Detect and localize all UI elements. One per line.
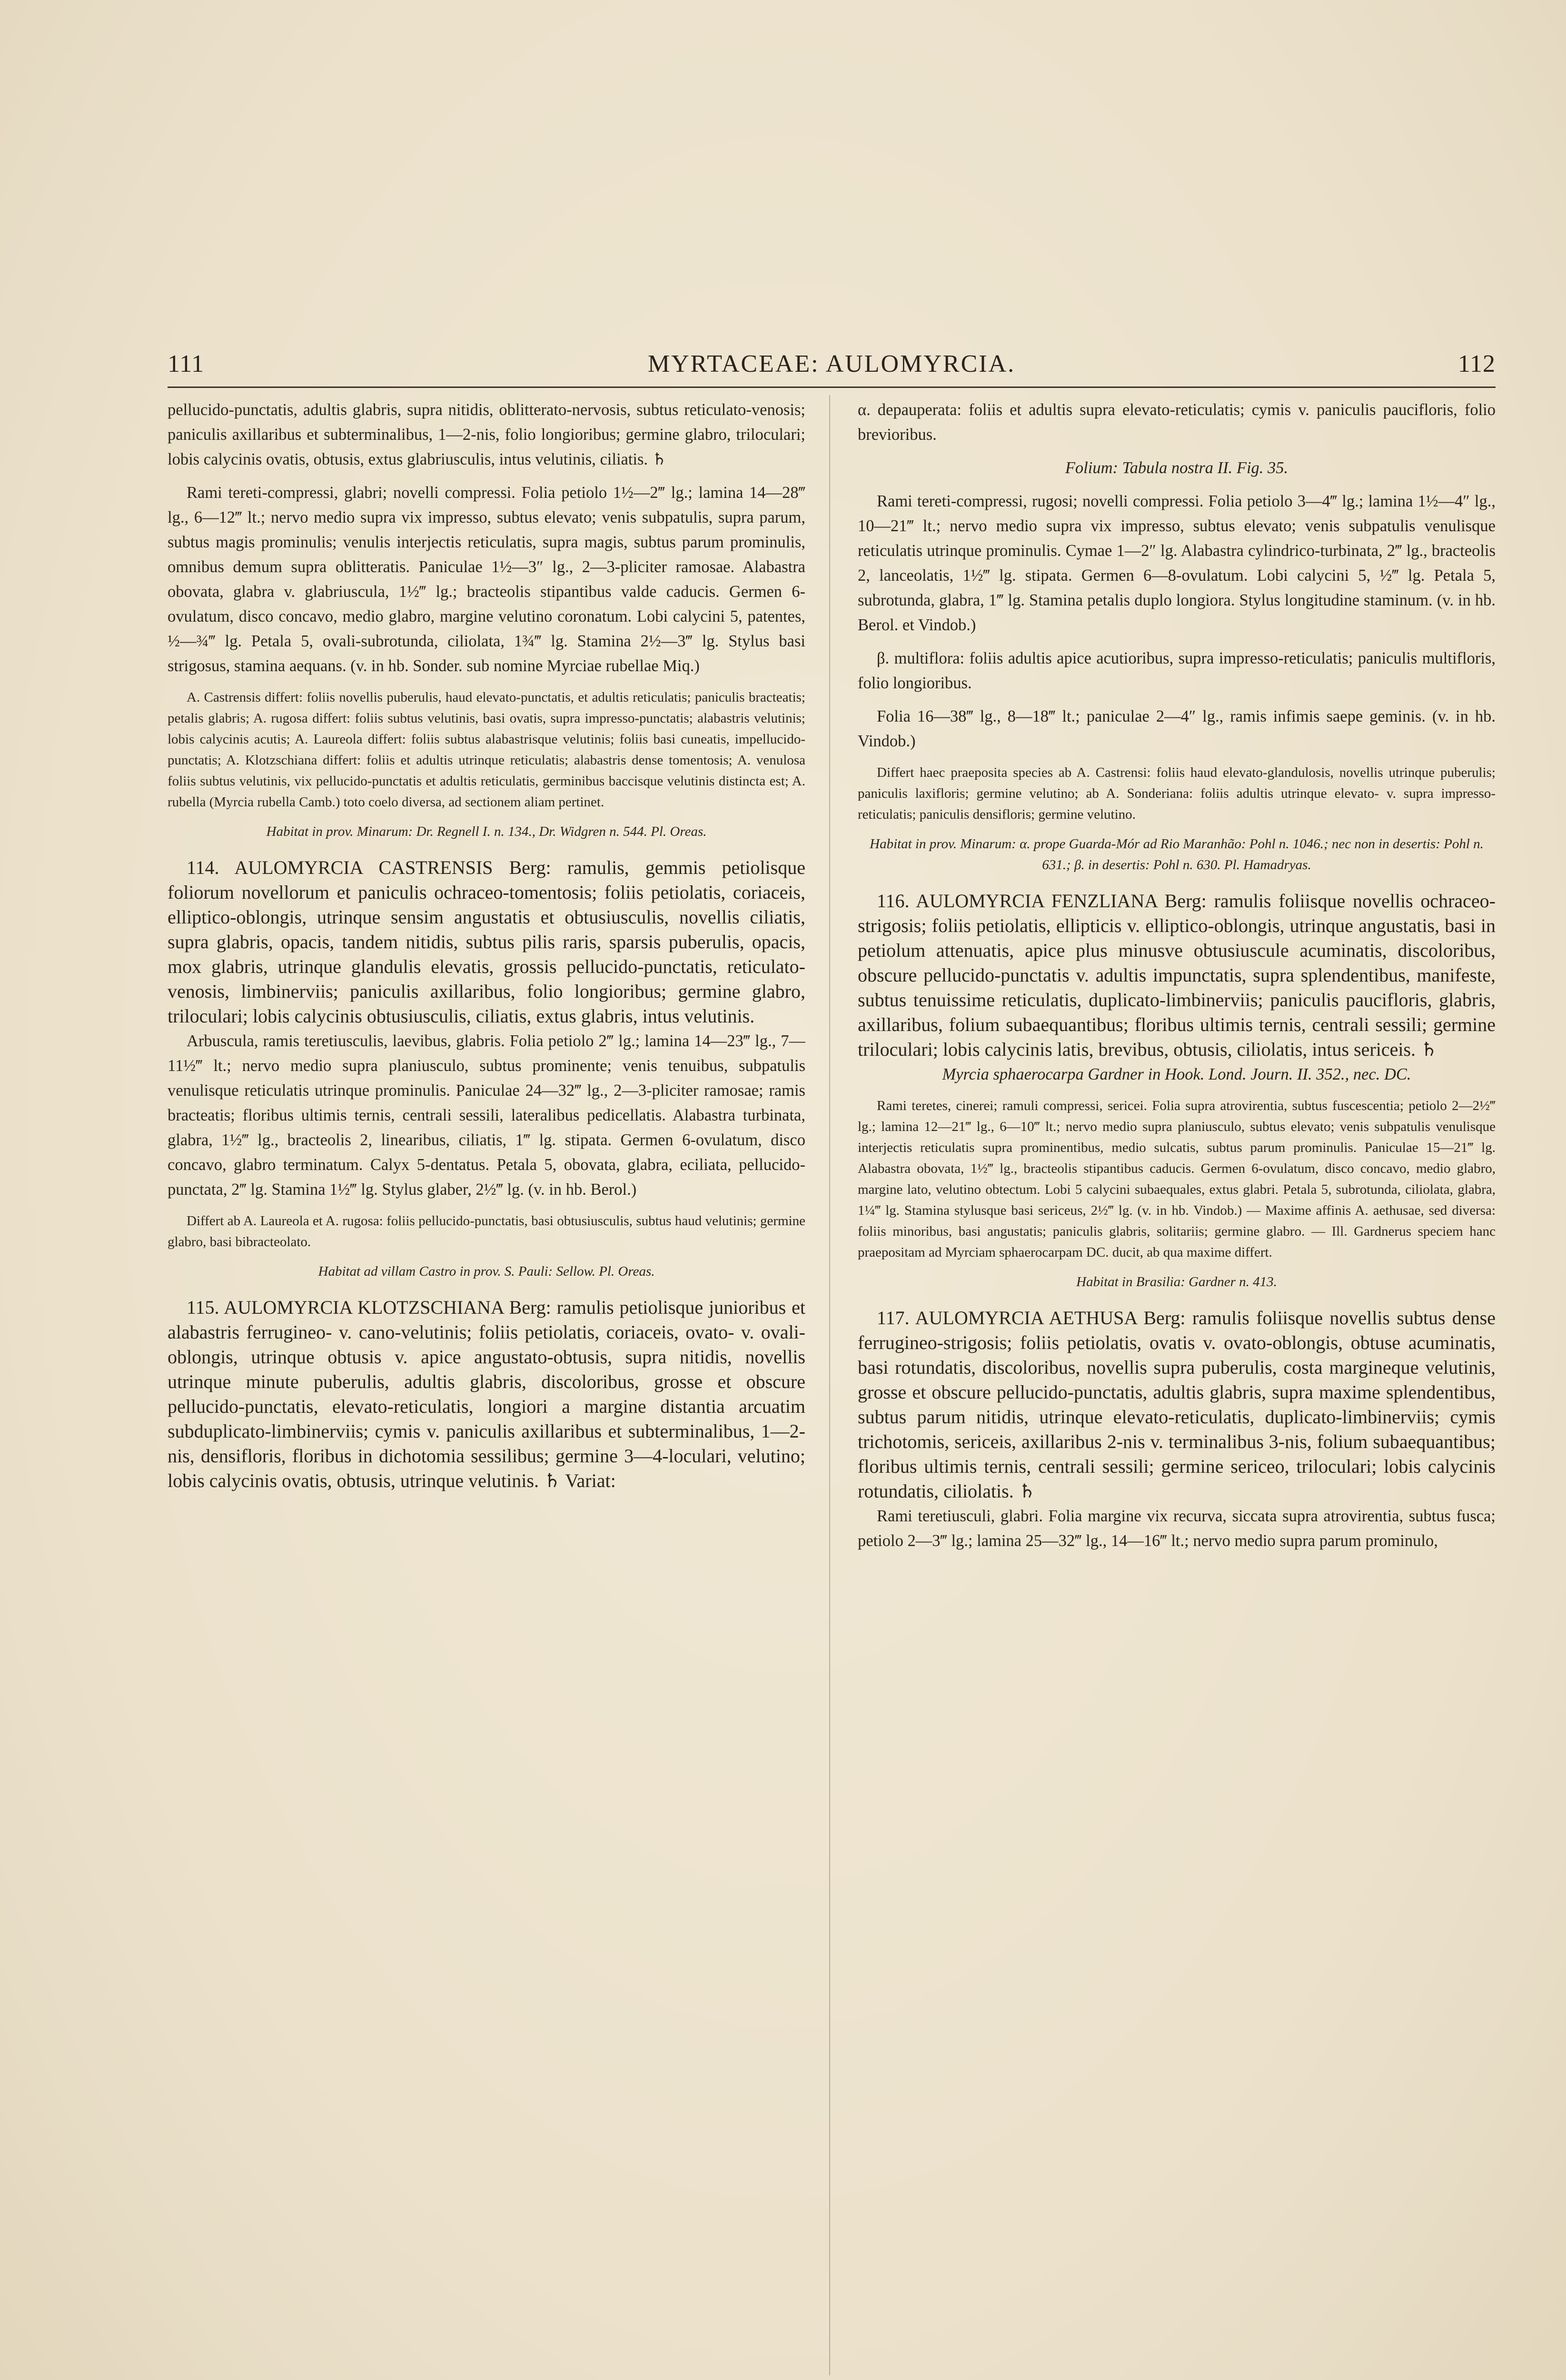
note-paragraph: A. Castrensis differt: foliis novellis puberulis, haud elevato-punctatis, et adultis reticulatis; paniculis bracteatis; petalis glabris; A. rugosa differt: foliis subtus velutinis, basi ovatis, supra impresso-punctatis; alabastris velutinis; lobis calycinis acutis; A. Laureola differt: foliis subtus alabastrisque velutinis; foliis basi cuneatis, impellucido-punctatis; A. Klotzschiana differt: foliis et adultis utrinque reticulatis; alabastris dense tomentosis; A. venulosa foliis subtus velutinis, vix pellucido-punctatis et adultis reticulatis, germinibus baccisque velutinis distincta est; A. rubella (Myrcia rubella Camb.) toto coelo diversa, ad sectionem aliam pertinet. bbox=[168, 690, 805, 810]
right-column bbox=[858, 397, 1496, 2373]
paragraph: pellucido-punctatis, adultis glabris, supra nitidis, oblitterato-nervosis, subtus reticulato-venosis; paniculis axillaribus et subterminalibus, 1—2-nis, folio longioribus; germine glabro, triloculari; lobis calycinis ovatis, obtusis, extus glabriusculis, intus velutinis, ciliatis. ♄ bbox=[168, 401, 805, 468]
species-heading: 116. AULOMYRCIA FENZLIANA Berg: ramulis foliisque novellis ochraceo-strigosis; foliis petiolatis, ellipticis v. elliptico-oblongis, utrinque angustatis, basi in petiolum attenuatis, apice plus minusve obtusiuscule acuminatis, discoloribus, obscure pellucido-punctatis v. adultis impunctatis, supra splendentibus, manifeste, subtus tenuissime reticulatis, duplicato-limbinerviis; paniculis paucifloris, glabris, axillaribus, folium subaequantibus; floribus ultimis ternis, centrali sessili; germine triloculari; lobis calycinis latis, brevibus, obtusis, ciliolatis, intus sericeis. ♄ bbox=[858, 890, 1496, 1060]
paragraph: Folia 16—38‴ lg., 8—18‴ lt.; paniculae 2—4″ lg., ramis infimis saepe geminis. (v. in hb. Vindob.) bbox=[858, 707, 1496, 750]
page-header bbox=[168, 350, 1496, 383]
paragraph: Rami tereti-compressi, glabri; novelli compressi. Folia petiolo 1½—2‴ lg.; lamina 14—28‴ lg., 6—12‴ lt.; nervo medio supra vix impresso, subtus elevato; venis subpatulis, supra parum, subtus magis prominulis; venulis interjectis reticulatis, supra magis, subtus parum prominulis, omnibus demum supra oblitteratis. Paniculae 1½—3″ lg., 2—3-pliciter ramosae. Alabastra obovata, glabra v. glabriuscula, 1½‴ lg.; bracteolis stipantibus valde caducis. Germen 6-ovulatum, disco concavo, medio glabro, margine velutino coronatum. Lobi calycini 5, patentes, ½—¾‴ lg. Petala 5, ovali-subrotunda, ciliolata, 1¾‴ lg. Stamina 2½—3‴ lg. Stylus basi strigosus, stamina aequans. (v. in hb. Sonder. sub nomine Myrciae rubellae Miq.) bbox=[168, 484, 805, 675]
page-number-right: 112 bbox=[1457, 350, 1496, 377]
habitat-line: Habitat in prov. Minarum: Dr. Regnell I. n. 134., Dr. Widgren n. 544. Pl. Oreas. bbox=[266, 824, 707, 839]
note-paragraph: Differt ab A. Laureola et A. rugosa: foliis pellucido-punctatis, basi obtusiusculis, subtus haud velutinis; germine glabro, basi bibracteolato. bbox=[168, 1213, 805, 1250]
paragraph: Rami teretiusculi, glabri. Folia margine vix recurva, siccata supra atrovirentia, subtus fusca; petiolo 2—3‴ lg.; lamina 25—32‴ lg., 14—16‴ lt.; nervo medio supra parum prominulo, bbox=[858, 1507, 1496, 1550]
habitat-line: Habitat in prov. Minarum: α. prope Guarda-Mór ad Rio Maranhão: Pohl n. 1046.; nec non in desertis: Pohl n. 631.; β. in desertis: Pohl n. 630. Pl. Hamadryas. bbox=[870, 836, 1484, 873]
species-heading: 115. AULOMYRCIA KLOTZSCHIANA Berg: ramulis petiolisque junioribus et alabastris ferrugineo- v. cano-velutinis; foliis petiolatis, coriaceis, ovato- v. ovali-oblongis, utrinque obtusis v. apice angustato-obtusis, supra nitidis, novellis utrinque minute puberulis, adultis glabris, discoloribus, grosse et obscure pellucido-punctatis, elevato-reticulatis, longiori a margine distantia arcuatim subduplicato-limbinerviis; cymis v. paniculis axillaribus et subterminalibus, 1—2-nis, densifloris, floribus in dichotomia sessilibus; germine 3—4-loculari, velutino; lobis calycinis ovatis, obtusis, utrinque velutinis. ♄ Variat: bbox=[168, 1297, 805, 1491]
page-number-left: 111 bbox=[168, 350, 205, 377]
species-heading: 117. AULOMYRCIA AETHUSA Berg: ramulis foliisque novellis subtus dense ferrugineo-strigosis; foliis petiolatis, ovatis v. ovato-oblongis, obtuse acuminatis, basi rotundatis, discoloribus, novellis supra puberulis, costa margineque velutinis, grosse et obscure pellucido-punctatis, adultis glabris, supra maxime splendentibus, subtus parum nitidis, utrinque elevato-reticulatis, duplicato-limbinerviis; cymis trichotomis, sericeis, axillaribus 2-nis v. terminalibus 3-nis, folium subaequantibus; floribus ultimis ternis, centrali sessili; germine sericeo, triloculari; lobis calycinis rotundatis, ciliolatis. ♄ bbox=[858, 1307, 1496, 1502]
paragraph: Rami tereti-compressi, rugosi; novelli compressi. Folia petiolo 3—4‴ lg.; lamina 1½—4″ lg., 10—21‴ lt.; nervo medio supra vix impresso, subtus elevato; venis subpatulis venulisque reticulatis utrinque prominulis. Cymae 1—2″ lg. Alabastra cylindrico-turbinata, 2‴ lg., bracteolis 2, lanceolatis, 1½‴ lg. stipata. Germen 6—8-ovulatum. Lobi calycini 5, ½‴ lg. Petala 5, subrotunda, glabra, 1‴ lg. Stamina petalis duplo longiora. Stylus longitudine staminum. (v. in hb. Berol. et Vindob.) bbox=[858, 492, 1496, 634]
habitat-line: Habitat in Brasilia: Gardner n. 413. bbox=[1076, 1274, 1277, 1289]
left-column bbox=[168, 397, 805, 2373]
header-rule bbox=[168, 387, 1496, 388]
note-paragraph: Rami teretes, cinerei; ramuli compressi, sericei. Folia supra atrovirentia, subtus fuscescentia; petiolo 2—2½‴ lg.; lamina 12—21‴ lg., 6—10‴ lt.; nervo medio supra planiusculo, subtus elevato; venis subpatulis venulisque interjectis reticulatis supra prominentibus, medio sulcatis, subtus parum prominulis. Paniculae 15—21‴ lg. Alabastra obovata, 1½‴ lg., bracteolis stipantibus caducis. Germen 6-ovulatum, disco concavo, medio glabro, margine lato, velutino obtectum. Lobi 5 calycini subaequales, extus glabri. Petala 5, subrotunda, ciliolata, glabra, 1¼‴ lg. Stamina stylusque basi sericeus, 2½‴ lg. (v. in hb. Vindob.) — Maxime affinis A. aethusae, sed diversa: foliis minoribus, basi angustatis; paniculis glabris, solitariis; germine glabro. — Ill. Gardnerus speciem hanc praepositam ad Myrciam sphaerocarpam DC. ducit, ab qua maxime differt. bbox=[858, 1098, 1496, 1260]
note-paragraph: Differt haec praeposita species ab A. Castrensi: foliis haud elevato-glandulosis, novellis utrinque puberulis; paniculis laxifloris; germine velutino; ab A. Sonderiana: foliis adultis utrinque elevato- v. supra impresso-reticulatis; paniculis densifloris; germine velutino. bbox=[858, 765, 1496, 822]
habitat-line: Habitat ad villam Castro in prov. S. Pauli: Sellow. Pl. Oreas. bbox=[318, 1264, 655, 1279]
citation-line: Folium: Tabula nostra II. Fig. 35. bbox=[1065, 459, 1288, 477]
paragraph: α. depauperata: foliis et adultis supra elevato-reticulatis; cymis v. paniculis paucifloris, folio brevioribus. bbox=[858, 401, 1496, 444]
species-heading: 114. AULOMYRCIA CASTRENSIS Berg: ramulis, gemmis petiolisque foliorum novellorum et paniculis ochraceo-tomentosis; foliis petiolatis, coriaceis, elliptico-oblongis, utrinque sensim angustatis et obtusiusculis, novellis ciliatis, supra glabris, opacis, tandem nitidis, subtus pilis raris, sparsis puberulis, opacis, mox glabris, utrinque glandulis elevatis, grossis pellucido-punctatis, reticulato-venosis, limbinerviis; paniculis axillaribus, folio longioribus; germine glabro, triloculari; lobis calycinis obtusiusculis, ciliatis, extus glabris, intus velutinis. bbox=[168, 857, 805, 1027]
column-divider bbox=[829, 395, 830, 2375]
paragraph: β. multiflora: foliis adultis apice acutioribus, supra impresso-reticulatis; paniculis multifloris, folio longioribus. bbox=[858, 649, 1496, 692]
paragraph: Arbuscula, ramis teretiusculis, laevibus, glabris. Folia petiolo 2‴ lg.; lamina 14—23‴ lg., 7—11½‴ lt.; nervo medio supra planiusculo, subtus prominente; venis tenuibus, subpatulis venulisque reticulatis utrinque prominulis. Paniculae 24—32‴ lg., 2—3-pliciter ramosae; ramis bracteatis; floribus ultimis ternis, centrali sessili, lateralibus pedicellatis. Alabastra turbinata, glabra, 1½‴ lg., bracteolis 2, linearibus, ciliatis, 1‴ lg. stipata. Germen 6-ovulatum, disco concavo, glabro terminatum. Calyx 5-dentatus. Petala 5, obovata, glabra, eciliata, pellucido-punctata, 2‴ lg. Stamina 1½‴ lg. Stylus glaber, 2½‴ lg. (v. in hb. Berol.) bbox=[168, 1032, 805, 1199]
citation-line: Myrcia sphaerocarpa Gardner in Hook. Lond. Journ. II. 352., nec. DC. bbox=[942, 1065, 1411, 1083]
running-title: MYRTACEAE: AULOMYRCIA. bbox=[647, 350, 1016, 377]
